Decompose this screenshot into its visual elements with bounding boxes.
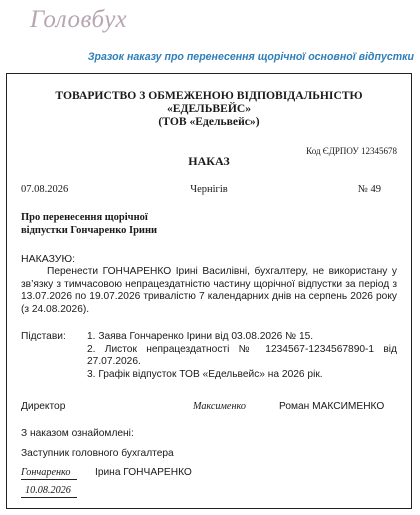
director-name: Роман МАКСИМЕНКО bbox=[279, 401, 385, 412]
document-title: НАКАЗ bbox=[188, 154, 230, 168]
order-subject bbox=[21, 211, 157, 237]
order-number: № 49 bbox=[357, 184, 381, 195]
org-line-3: (ТОВ «Едельвейс») bbox=[158, 115, 260, 128]
order-date: 07.08.2026 bbox=[21, 184, 69, 195]
edrpou-code: Код ЄДРПОУ 12345678 bbox=[306, 146, 397, 156]
basis-list bbox=[87, 331, 397, 381]
subject-line-2: відпустки Гончаренко Ірини bbox=[21, 225, 158, 236]
acknowledgement-signature: Гончаренко bbox=[21, 467, 77, 480]
basis-label: Підстави: bbox=[21, 331, 66, 342]
acknowledgement-role: Заступник головного бухгалтера bbox=[21, 448, 174, 459]
order-city: Чернігів bbox=[190, 184, 228, 195]
org-line-1: ТОВАРИСТВО З ОБМЕЖЕНОЮ ВІДПОВІДАЛЬНІСТЮ bbox=[55, 89, 363, 102]
acknowledgement-label: З наказом ознайомлені: bbox=[21, 428, 134, 439]
logo: Головбух bbox=[30, 6, 128, 33]
org-line-2: «ЕДЕЛЬВЕЙС» bbox=[166, 102, 252, 115]
acknowledgement-date: 10.08.2026 bbox=[21, 485, 77, 498]
director-signature: Максименко bbox=[193, 401, 246, 412]
organization-name bbox=[7, 89, 411, 128]
basis-item: 3. Графік відпусток ТОВ «Едельвейс» на 2026 рік. bbox=[87, 368, 323, 380]
basis-item: 1. Заява Гончаренко Ірини від 03.08.2026 № 15. bbox=[87, 331, 314, 342]
basis-item: 2. Листок непрацездатності № 1234567-1234567890-1 від 27.07.2026. bbox=[87, 343, 397, 368]
order-body: Перенести ГОНЧАРЕНКО Ірині Василівні, бухгалтеру, не використану у зв’язку з тимчасовою непрацездатністю частину щорічної відпустки за період з 13.07.2026 по 19.07.2026 тривалістю 7 календарних днів на серпень 2026 року (з 24.08.2026). bbox=[21, 266, 397, 315]
order-document bbox=[6, 73, 412, 509]
order-keyword: НАКАЗУЮ: bbox=[21, 253, 76, 265]
subject-line-1: Про перенесення щорічної bbox=[21, 212, 148, 223]
acknowledgement-name: Ірина ГОНЧАРЕНКО bbox=[95, 467, 192, 478]
page-caption: Зразок наказу про перенесення щорічної основної відпустки bbox=[87, 51, 414, 63]
director-role: Директор bbox=[21, 401, 66, 412]
